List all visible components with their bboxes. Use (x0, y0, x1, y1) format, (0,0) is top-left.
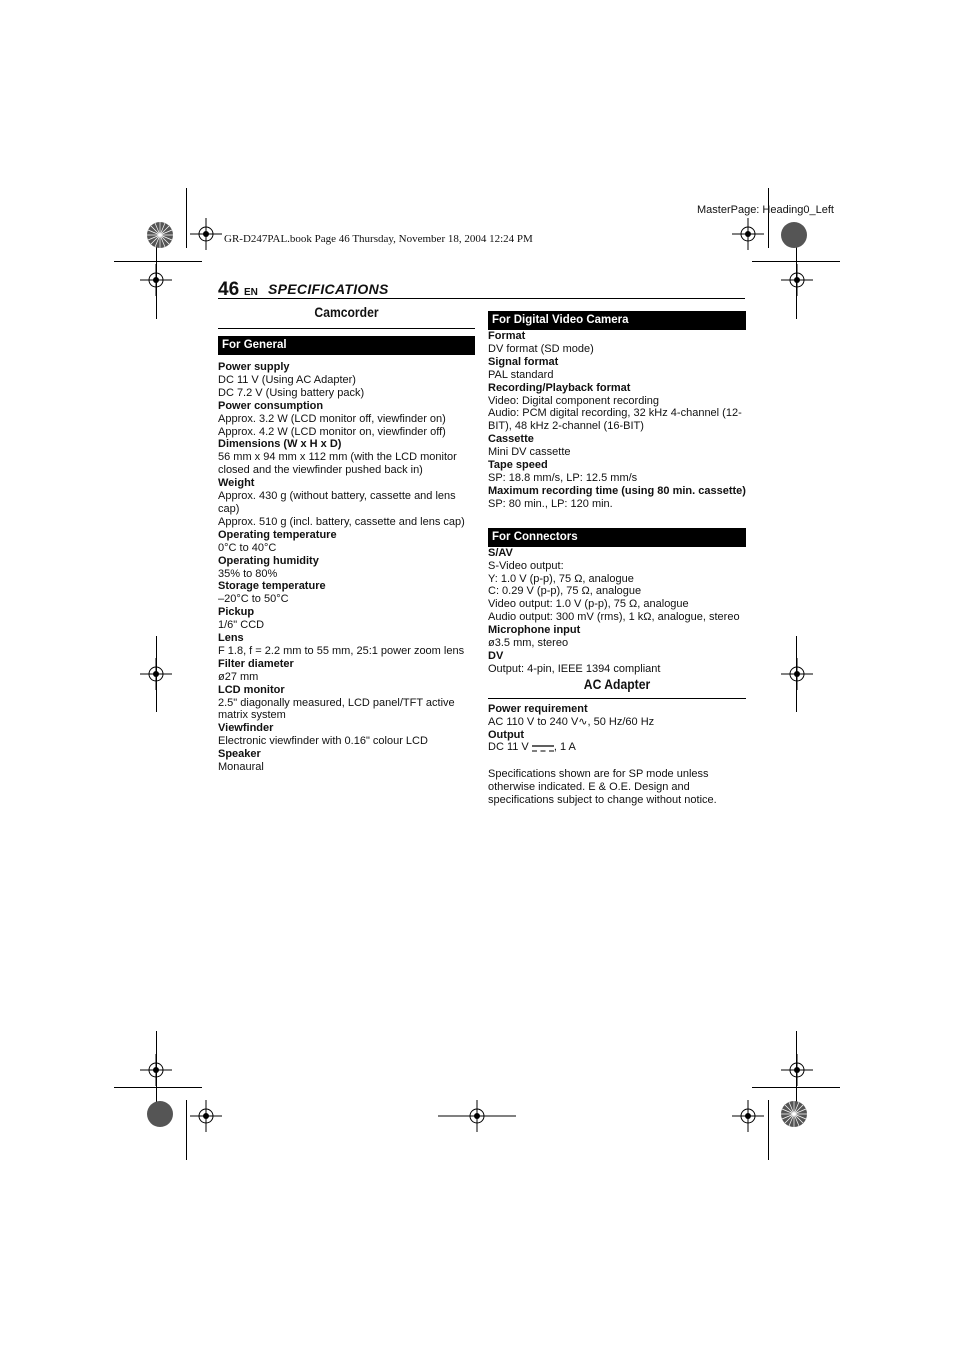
right-column (488, 311, 746, 807)
spec-value: Video output: 1.0 V (p-p), 75 Ω, analogue (488, 598, 689, 611)
spec-label: S/AV (488, 546, 513, 559)
digital-video-spec-list (488, 330, 746, 511)
registration-mark-icon (781, 264, 813, 296)
spec-label: Power consumption (218, 399, 324, 412)
spec-label: Storage temperature (218, 580, 326, 593)
spec-value: Audio: PCM digital recording, 32 kHz 4-channel (12-BIT), 48 kHz 2-channel (16-BIT) (488, 407, 742, 433)
registration-mark-icon (190, 218, 222, 250)
camcorder-heading-block (218, 307, 475, 329)
ac-adapter-specs (488, 703, 746, 755)
spec-value: Output: 4-pin, IEEE 1394 compliant (488, 662, 661, 675)
spec-value: DV format (SD mode) (488, 342, 594, 355)
spec-label: LCD monitor (218, 683, 285, 696)
spec-value: C: 0.29 V (p-p), 75 Ω, analogue (488, 585, 642, 598)
section-bar-general: For General (218, 336, 475, 355)
spec-value: Approx. 430 g (without battery, cassette and lens cap) (218, 490, 456, 515)
crop-mark (186, 188, 187, 248)
spec-value: SP: 80 min., LP: 120 min. (488, 497, 613, 510)
spec-label: Dimensions (W x H x D) (218, 438, 342, 451)
spec-value (488, 741, 746, 754)
spec-value: F 1.8, f = 2.2 mm to 55 mm, 25:1 power zoom lens (218, 644, 465, 657)
master-page-label: MasterPage: Heading0_Left (697, 204, 834, 216)
spec-label: Format (488, 330, 526, 342)
registration-mark-icon (140, 264, 172, 296)
spec-label: Microphone input (488, 624, 581, 637)
general-spec-list (218, 361, 475, 774)
spec-value: AC 110 V to 240 V∿, 50 Hz/60 Hz (488, 715, 655, 728)
spec-label: Viewfinder (218, 722, 274, 735)
spec-label: Weight (218, 477, 255, 490)
registration-mark-icon (781, 658, 813, 690)
registration-mark-icon (732, 218, 764, 250)
dc-symbol-icon (532, 744, 554, 752)
spec-value: Approx. 3.2 W (LCD monitor off, viewfinder on) (218, 412, 446, 425)
spec-value: 35% to 80% (218, 567, 278, 580)
spec-value: DC 7.2 V (Using battery pack) (218, 386, 365, 399)
registration-mark-icon (190, 1100, 222, 1132)
spec-value: Monaural (218, 761, 264, 774)
page-header (218, 280, 745, 299)
left-column (218, 307, 475, 774)
spec-value: ø3.5 mm, stereo (488, 637, 569, 650)
section-bar-digital-video: For Digital Video Camera (488, 311, 746, 330)
spec-label: Power requirement (488, 702, 588, 715)
spec-value: Approx. 510 g (incl. battery, cassette and lens cap) (218, 515, 465, 528)
language-code: EN (244, 287, 258, 298)
spec-value: Approx. 4.2 W (LCD monitor on, viewfinder off) (218, 425, 446, 438)
spec-label: Operating humidity (218, 554, 319, 567)
spec-value: DC 11 V (Using AC Adapter) (218, 373, 356, 386)
spec-label: DV (488, 649, 504, 662)
connectors-spec-list (488, 547, 746, 676)
output-suffix: , 1 A (553, 741, 576, 754)
ac-adapter-title: AC Adapter (583, 676, 651, 692)
spec-value: 2.5" diagonally measured, LCD panel/TFT active matrix system (218, 696, 455, 722)
spec-value: 1/6" CCD (218, 619, 265, 632)
spec-label: Pickup (218, 606, 255, 619)
spec-value: Y: 1.0 V (p-p), 75 Ω, analogue (488, 572, 634, 585)
crop-mark (114, 1087, 202, 1088)
star-target-icon (780, 1100, 808, 1128)
spec-value: Audio output: 300 mV (rms), 1 kΩ, analogue, stereo (488, 611, 740, 624)
spec-value: PAL standard (488, 368, 554, 381)
spec-label: Power supply (218, 361, 290, 373)
book-info-line: GR-D247PAL.book Page 46 Thursday, November 18, 2004 12:24 PM (224, 233, 533, 245)
spec-label: Signal format (488, 355, 559, 368)
crop-mark (114, 261, 202, 262)
page-title: SPECIFICATIONS (268, 281, 389, 297)
spec-label: Tape speed (488, 459, 548, 472)
spec-value: SP: 18.8 mm/s, LP: 12.5 mm/s (488, 471, 638, 484)
page-number: 46 (218, 279, 240, 300)
spec-value: –20°C to 50°C (218, 593, 289, 606)
spec-value: 56 mm x 94 mm x 112 mm (with the LCD monitor closed and the viewfinder pushed back in) (218, 451, 457, 477)
spec-label: Filter diameter (218, 657, 294, 670)
spec-value: Electronic viewfinder with 0.16" colour LCD (218, 735, 428, 748)
star-target-icon (780, 221, 808, 249)
crop-mark (768, 1100, 769, 1160)
ac-adapter-heading-block (488, 676, 746, 699)
spec-value: 0°C to 40°C (218, 541, 277, 554)
crop-mark (768, 188, 769, 248)
spec-label: Recording/Playback format (488, 381, 631, 394)
registration-mark-icon (732, 1100, 764, 1132)
spec-value: Mini DV cassette (488, 446, 571, 459)
spec-value: Video: Digital component recording (488, 394, 660, 407)
camcorder-title: Camcorder (314, 305, 379, 320)
star-target-icon (146, 221, 174, 249)
disclaimer-note: Specifications shown are for SP mode unless otherwise indicated. E & O.E. Design and specifications subject to change without notice. (488, 768, 717, 807)
star-target-icon (146, 1100, 174, 1128)
spec-label: Output (488, 728, 525, 741)
output-prefix: DC 11 V (488, 741, 529, 754)
section-bar-connectors: For Connectors (488, 528, 746, 547)
spec-label: Lens (218, 632, 244, 645)
registration-mark-icon (140, 658, 172, 690)
registration-mark-icon (438, 1100, 516, 1132)
crop-mark (186, 1100, 187, 1160)
spec-label: Operating temperature (218, 528, 337, 541)
spec-label: Speaker (218, 748, 261, 761)
spec-value: S-Video output: (488, 559, 564, 572)
spec-label: Maximum recording time (using 80 min. cassette) (488, 484, 746, 497)
registration-mark-icon (781, 1054, 813, 1086)
registration-mark-icon (140, 1054, 172, 1086)
spec-label: Cassette (488, 433, 534, 446)
spec-value: ø27 mm (218, 670, 259, 683)
